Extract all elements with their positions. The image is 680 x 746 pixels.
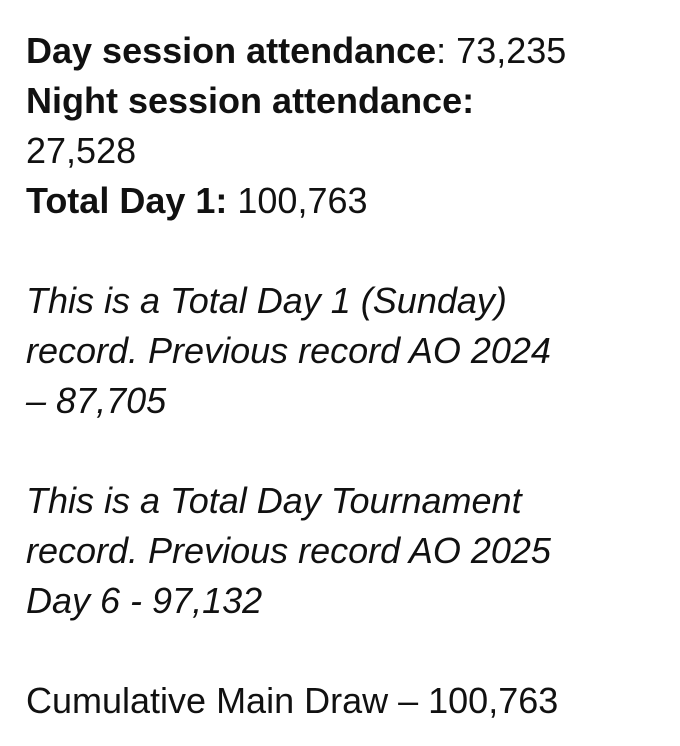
spacer xyxy=(26,626,666,676)
night-session-value: 27,528 xyxy=(26,130,137,171)
attendance-document xyxy=(26,26,666,726)
total-value: 100,763 xyxy=(227,180,368,221)
record-note-sunday-line-2: record. Previous record AO 2024 xyxy=(26,330,551,371)
cumulative-main-draw: Cumulative Main Draw – 100,763 xyxy=(26,680,559,721)
day-session-value: : 73,235 xyxy=(436,30,567,71)
spacer xyxy=(26,226,666,276)
record-note-sunday-line-3: – 87,705 xyxy=(26,380,167,421)
total-line xyxy=(26,176,666,226)
spacer xyxy=(26,426,666,476)
record-note-tournament xyxy=(26,476,666,626)
record-note-sunday-line-1: This is a Total Day 1 (Sunday) xyxy=(26,280,507,321)
day-session-line xyxy=(26,26,666,76)
night-session-label: Night session attendance: xyxy=(26,80,475,121)
record-note-tournament-line-1: This is a Total Day Tournament xyxy=(26,480,522,521)
record-note-tournament-line-2: record. Previous record AO 2025 xyxy=(26,530,551,571)
record-note-sunday xyxy=(26,276,666,426)
total-label: Total Day 1: xyxy=(26,180,228,221)
day-session-label: Day session attendance xyxy=(26,30,437,71)
record-note-tournament-line-3: Day 6 - 97,132 xyxy=(26,580,263,621)
night-session-line xyxy=(26,76,666,126)
